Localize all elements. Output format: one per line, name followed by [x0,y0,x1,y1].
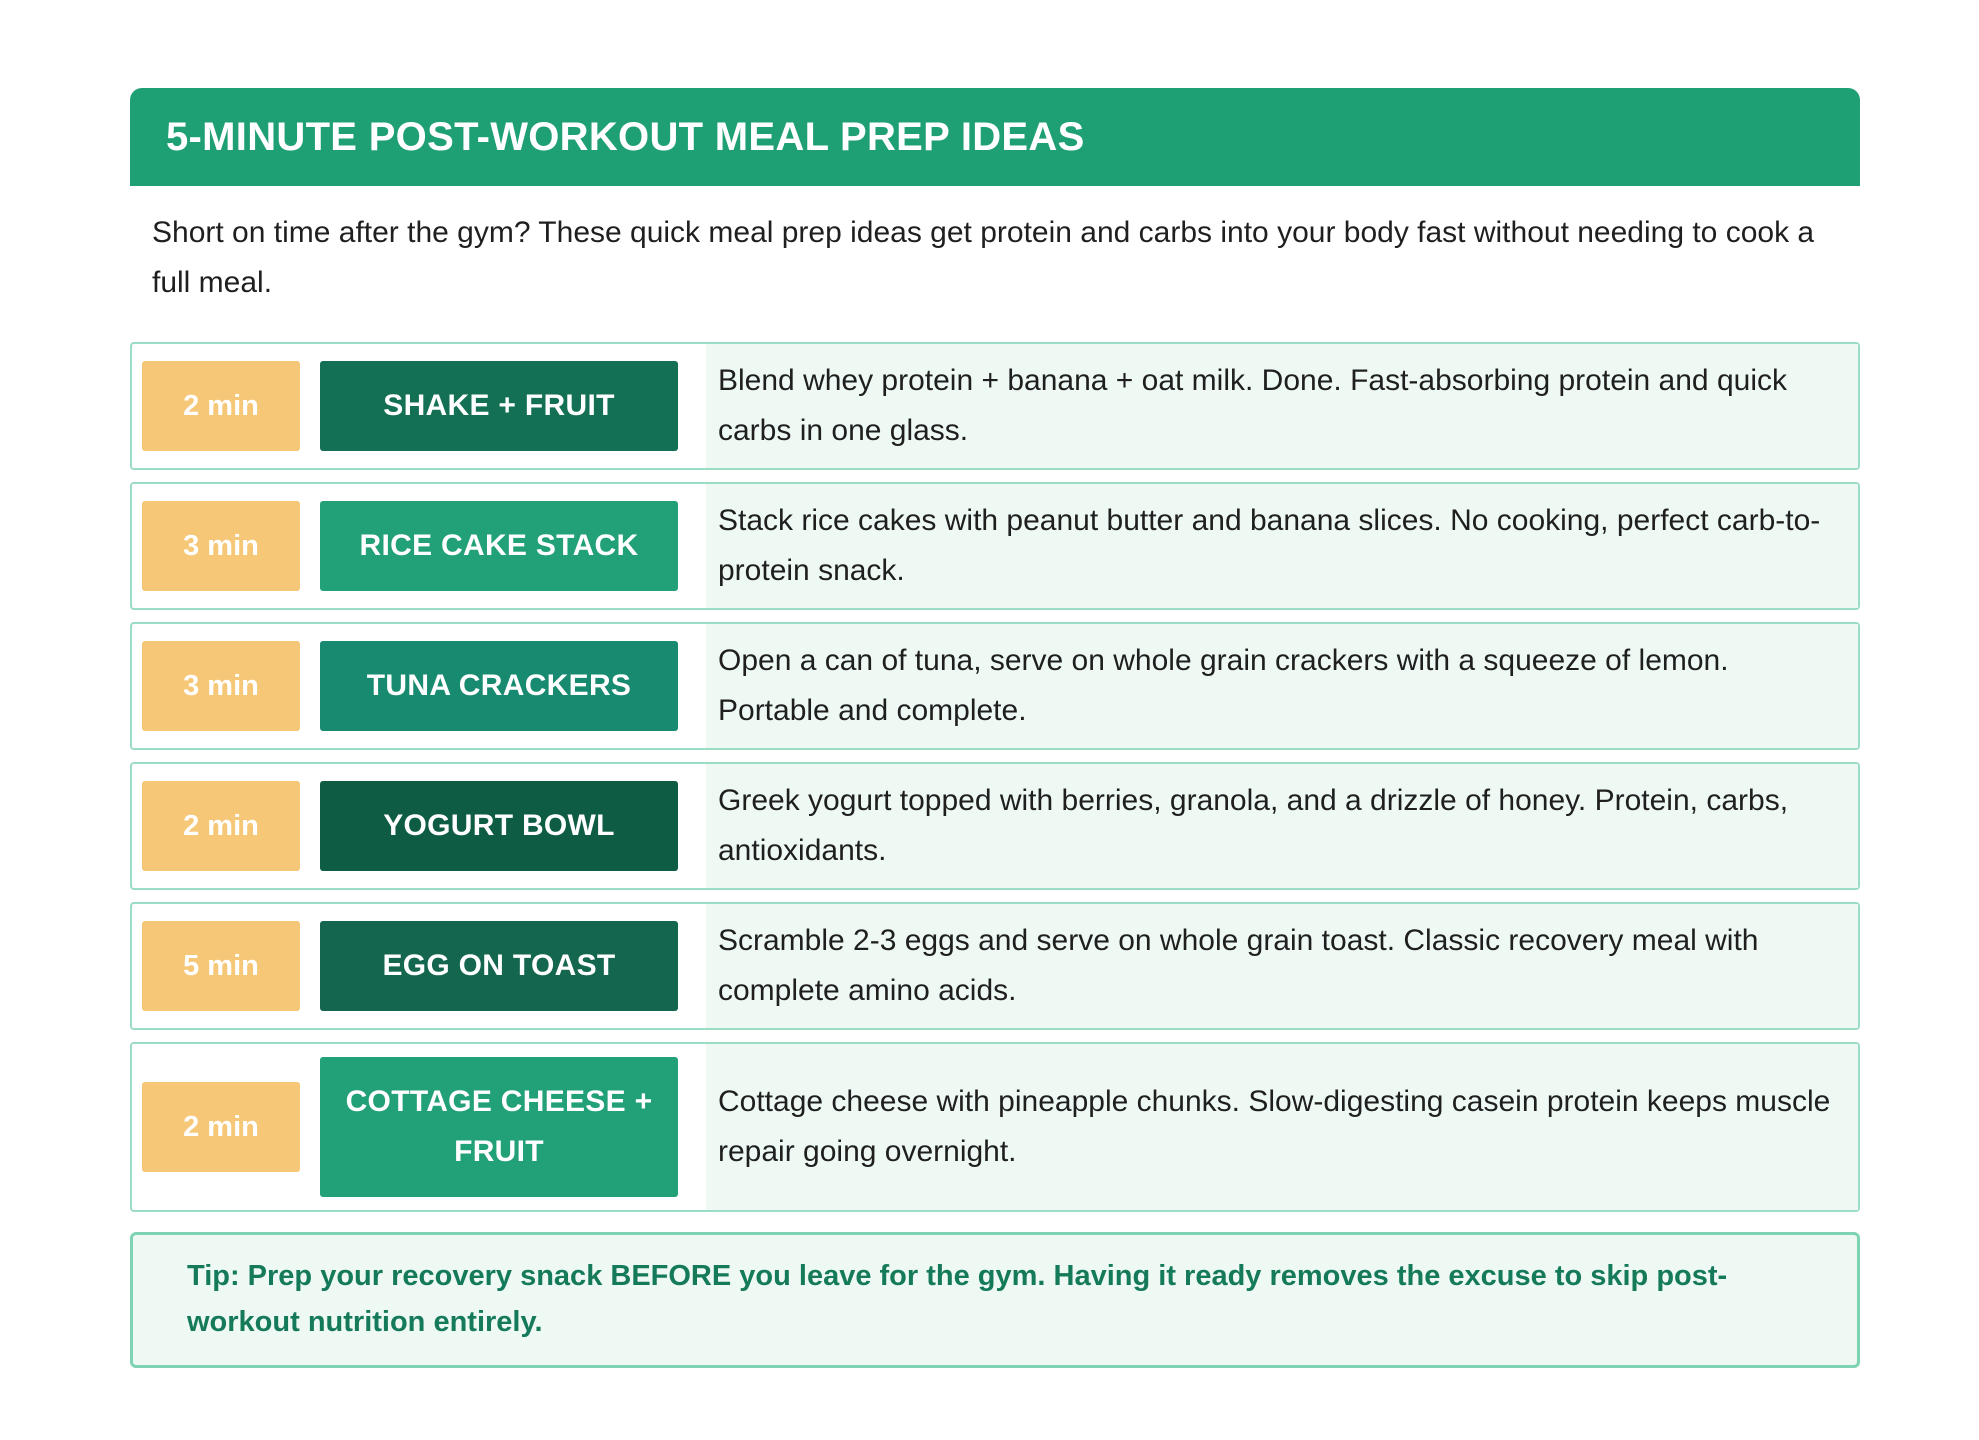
meal-name-badge: SHAKE + FRUIT [320,361,678,451]
time-badge: 5 min [142,921,300,1011]
meal-row [130,762,1860,890]
meal-description-text: Open a can of tuna, serve on whole grain crackers with a squeeze of lemon. Portable and complete. [718,644,1729,727]
meal-description-text: Cottage cheese with pineapple chunks. Slow-digesting casein protein keeps muscle repair going overnight. [718,1085,1831,1168]
meal-name-badge: EGG ON TOAST [320,921,678,1011]
meal-description-text: Stack rice cakes with peanut butter and banana slices. No cooking, perfect carb-to-protein snack. [718,504,1821,587]
meal-name-badge: RICE CAKE STACK [320,501,678,591]
meal-description [706,484,1858,608]
tip-text: Tip: Prep your recovery snack BEFORE you leave for the gym. Having it ready removes the excuse to skip post-workout nutrition entirely. [187,1260,1728,1338]
meal-row [130,622,1860,750]
title-bar [130,88,1860,186]
time-badge: 2 min [142,781,300,871]
time-badge: 2 min [142,361,300,451]
meal-description [706,1044,1858,1210]
meal-row [130,1042,1860,1212]
meal-prep-card [130,88,1860,1368]
meal-row [130,902,1860,1030]
meal-description [706,904,1858,1028]
meal-description-text: Scramble 2-3 eggs and serve on whole grain toast. Classic recovery meal with complete amino acids. [718,924,1759,1007]
meal-list [130,342,1860,1212]
meal-name-badge: TUNA CRACKERS [320,641,678,731]
time-badge: 3 min [142,501,300,591]
page-title: 5-MINUTE POST-WORKOUT MEAL PREP IDEAS [166,114,1085,159]
meal-row [130,342,1860,470]
meal-name-badge: YOGURT BOWL [320,781,678,871]
tip-box [130,1232,1860,1368]
meal-description-text: Blend whey protein + banana + oat milk. Done. Fast-absorbing protein and quick carbs in one glass. [718,364,1787,447]
meal-name-badge: COTTAGE CHEESE + FRUIT [320,1057,678,1197]
meal-description-text: Greek yogurt topped with berries, granola, and a drizzle of honey. Protein, carbs, antioxidants. [718,784,1789,867]
meal-description [706,624,1858,748]
intro-text: Short on time after the gym? These quick meal prep ideas get protein and carbs into your body fast without needing to cook a full meal. [152,216,1815,299]
meal-row [130,482,1860,610]
time-badge: 2 min [142,1082,300,1172]
meal-description [706,344,1858,468]
time-badge: 3 min [142,641,300,731]
meal-description [706,764,1858,888]
